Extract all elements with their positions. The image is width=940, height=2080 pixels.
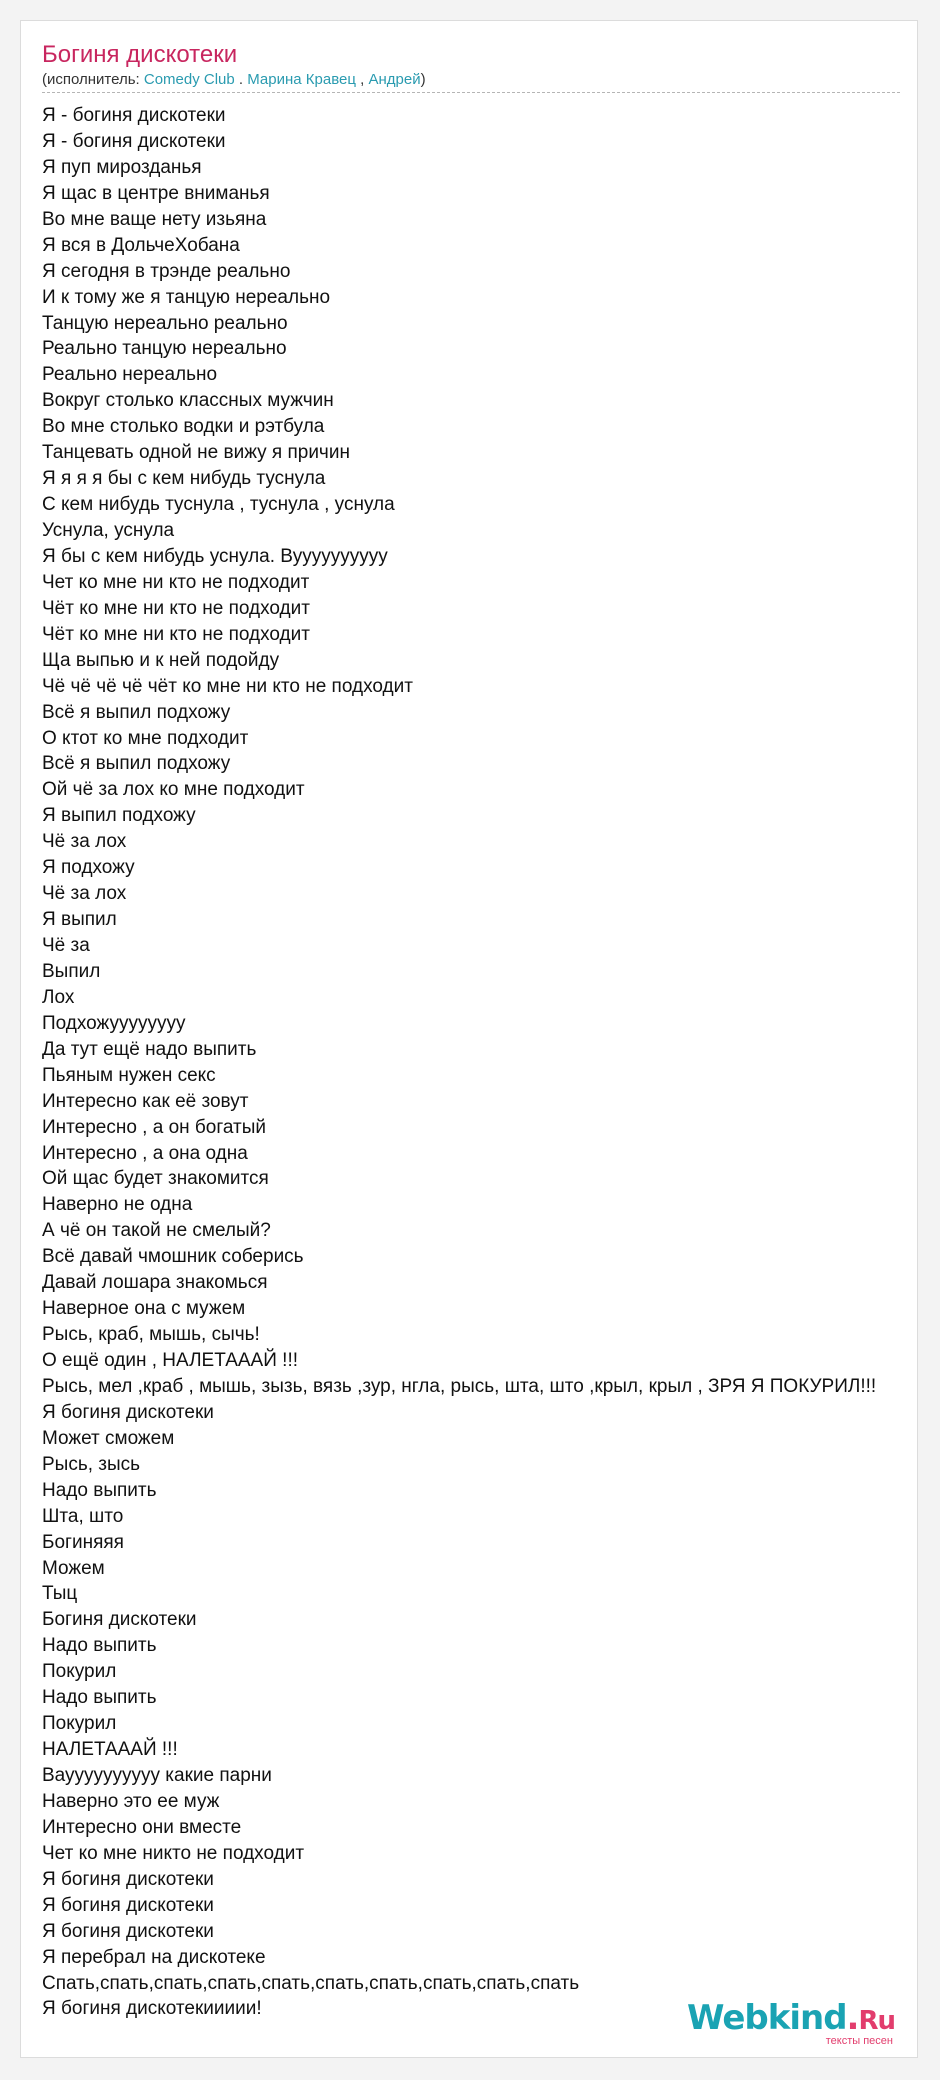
lyric-line: Надо выпить: [42, 1479, 157, 1501]
lyric-line: Чё за лох: [42, 883, 127, 905]
lyric-line: Вокруг столько классных мужчин: [42, 390, 334, 412]
lyric-line: С кем нибудь туснула , туснула , уснула: [42, 494, 395, 516]
lyric-line: Покурил: [42, 1661, 117, 1683]
lyric-line: Ой чё за лох ко мне подходит: [42, 779, 305, 801]
lyric-line: О ктот ко мне подходит: [42, 727, 249, 749]
lyric-line: Шта, што: [42, 1505, 124, 1527]
lyric-line: Всё я выпил подхожу: [42, 753, 231, 775]
lyric-line: И к тому же я танцую нереально: [42, 286, 331, 308]
performer-link-andrey[interactable]: Андрей: [368, 71, 421, 88]
lyric-line: Я богиня дискотеки: [42, 1920, 214, 1942]
lyric-line: Интересно , а он богатый: [42, 1116, 267, 1138]
lyric-line: Богиняяя: [42, 1531, 124, 1553]
lyric-line: Всё я выпил подхожу: [42, 701, 231, 723]
lyric-line: Я сегодня в трэнде реально: [42, 260, 291, 282]
lyric-line: Интересно как её зовут: [42, 1090, 249, 1112]
lyric-line: Спать,спать,спать,спать,спать,спать,спать,спать,спать,спать: [42, 1972, 580, 1994]
lyric-line: Надо выпить: [42, 1687, 157, 1709]
lyrics-text: [42, 103, 876, 2022]
lyric-line: Чет ко мне ни кто не подходит: [42, 571, 310, 593]
logo-tagline: тексты песен: [825, 2035, 893, 2047]
lyric-line: А чё он такой не смелый?: [42, 1220, 271, 1242]
lyric-line: Ща выпью и к ней подойду: [42, 649, 280, 671]
performer-suffix: ): [420, 71, 426, 88]
logo-wordmark: [687, 2000, 895, 2039]
lyric-line: Да тут ещё надо выпить: [42, 1038, 257, 1060]
lyric-line: Давай лошара знакомься: [42, 1272, 268, 1294]
lyric-line: Я бы с кем нибудь уснула. Вуууууууууу: [42, 545, 388, 567]
lyric-line: Я - богиня дискотеки: [42, 105, 226, 126]
lyric-line: Я перебрал на дискотеке: [42, 1946, 266, 1968]
lyric-line: Интересно , а она одна: [42, 1142, 248, 1164]
logo-tld: Ru: [858, 2006, 895, 2036]
lyric-line: Подхожуууууууу: [42, 1012, 186, 1034]
lyric-line: Богиня дискотеки: [42, 1609, 197, 1631]
lyric-line: Интересно они вместе: [42, 1816, 242, 1838]
lyric-line: Я выпил подхожу: [42, 805, 196, 827]
lyric-line: Наверно это ее муж: [42, 1790, 220, 1812]
lyric-line: Всё давай чмошник соберись: [42, 1246, 304, 1268]
performer-separator: .: [234, 71, 248, 88]
lyric-line: О ещё один , НАЛЕТАААЙ !!!: [42, 1350, 298, 1371]
lyric-line: Я вся в ДольчеХобана: [42, 234, 240, 256]
lyric-line: Реально нереально: [42, 364, 218, 386]
lyric-line: Надо выпить: [42, 1635, 157, 1657]
lyric-line: Я богиня дискотеки: [42, 1401, 214, 1423]
lyric-line: Чёт ко мне ни кто не подходит: [42, 623, 310, 645]
performer-separator: ,: [355, 71, 369, 88]
lyric-line: Реально танцую нереально: [42, 338, 287, 360]
lyric-line: Можем: [42, 1557, 105, 1579]
lyric-line: Я - богиня дискотеки: [42, 130, 226, 152]
lyric-line: НАЛЕТАААЙ !!!: [42, 1739, 178, 1761]
lyric-line: Ой щас будет знакомится: [42, 1168, 269, 1190]
lyric-line: Чет ко мне никто не подходит: [42, 1842, 305, 1864]
lyric-line: Чё за: [42, 935, 90, 956]
lyric-line: Рысь, зысь: [42, 1453, 141, 1475]
lyric-line: Вауууууууууу какие парни: [42, 1765, 272, 1786]
logo-dot: .: [846, 1998, 859, 2038]
song-title: Богиня дискотеки: [42, 41, 238, 68]
lyric-line: Во мне столько водки и рэтбула: [42, 416, 325, 438]
lyric-line: Я пуп мирозданья: [42, 156, 202, 178]
lyric-line: Уснула, уснула: [42, 520, 175, 541]
dashed-divider: [42, 92, 900, 93]
lyric-line: Я богиня дискотеки: [42, 1894, 214, 1916]
lyric-line: Во мне ваще нету изьяна: [42, 208, 267, 230]
lyric-line: Я подхожу: [42, 857, 135, 879]
lyric-line: Рысь, мел ,краб , мышь, зызь, вязь ,зур, нгла, рысь, шта, што ,крыл, крыл , ЗРЯ Я ПОКУРИЛ!!!: [42, 1375, 877, 1397]
lyric-line: Чёт ко мне ни кто не подходит: [42, 597, 310, 619]
lyric-line: Чё за лох: [42, 831, 127, 853]
lyric-line: Может сможем: [42, 1427, 175, 1449]
performer-prefix: (исполнитель:: [42, 71, 144, 88]
lyric-line: Лох: [42, 986, 75, 1008]
lyric-line: Пьяным нужен секс: [42, 1064, 216, 1086]
lyric-line: Я выпил: [42, 909, 117, 931]
lyric-line: Я богиня дискотеки: [42, 1868, 214, 1890]
performer-link-comedy-club[interactable]: Comedy Club: [143, 71, 235, 88]
lyric-line: Я богиня дискотекиииии!: [42, 1998, 262, 2020]
lyric-line: Выпил: [42, 960, 101, 982]
lyric-line: Танцевать одной не вижу я причин: [42, 442, 350, 464]
lyric-line: Я я я я бы с кем нибудь туснула: [42, 468, 326, 490]
lyric-line: Тыц: [42, 1583, 78, 1605]
lyric-line: Наверное она с мужем: [42, 1298, 246, 1320]
logo-name: Webkind: [687, 1998, 847, 2038]
performer-line: [42, 71, 426, 89]
lyric-line: Танцую нереально реально: [42, 312, 288, 334]
lyrics-card: [20, 20, 918, 2058]
webkind-logo[interactable]: [687, 2000, 895, 2047]
performer-link-marina-kravets[interactable]: Марина Кравец: [247, 71, 356, 88]
lyric-line: Чё чё чё чё чёт ко мне ни кто не подходит: [42, 675, 413, 697]
lyric-line: Наверно не одна: [42, 1194, 193, 1216]
lyric-line: Рысь, краб, мышь, сычь!: [42, 1324, 260, 1346]
lyric-line: Я щас в центре вниманья: [42, 182, 270, 204]
lyric-line: Покурил: [42, 1713, 117, 1735]
